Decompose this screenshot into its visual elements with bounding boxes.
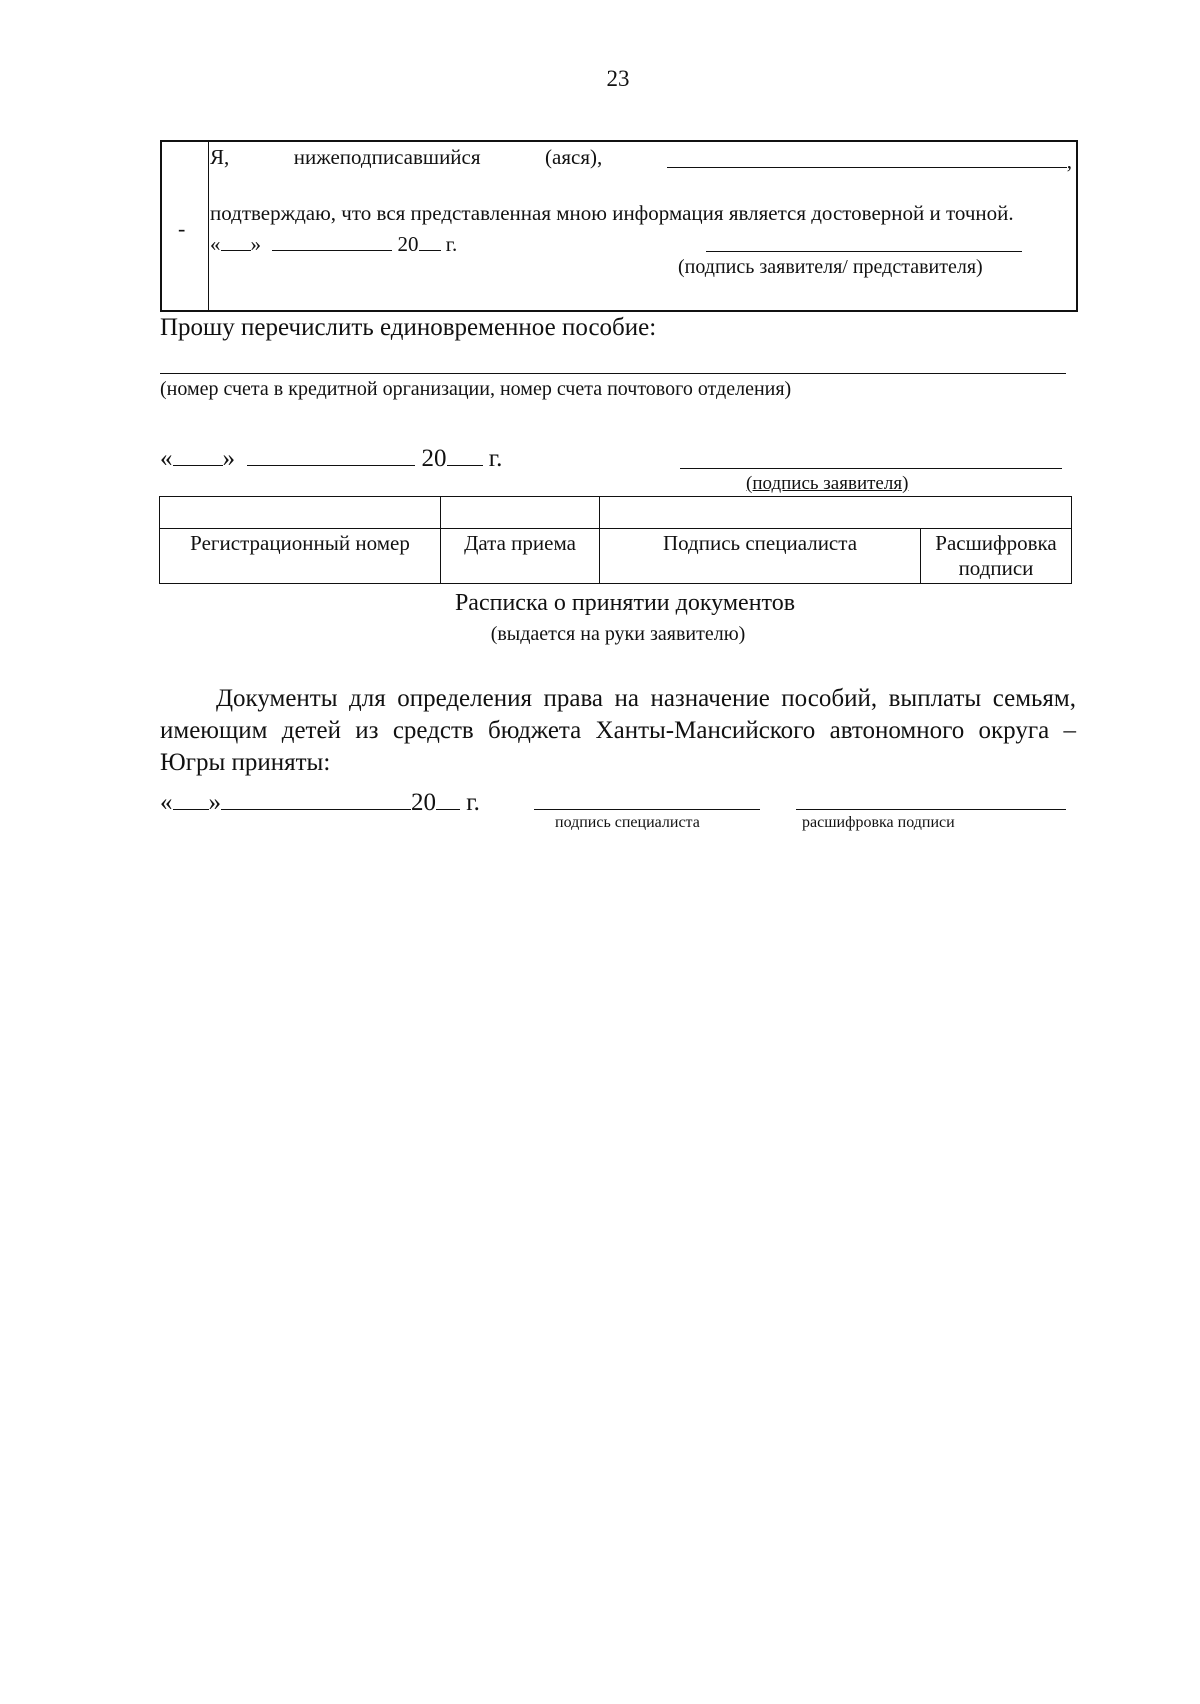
header-specialist-signature: Подпись специалиста: [600, 529, 921, 584]
signature-decoding-line[interactable]: [796, 809, 1066, 810]
receipt-body: Документы для определения права на назначение пособий, выплаты семьям, имеющим детей из средств бюджета Ханты-Мансийского автономного округа – Югры приняты:: [160, 685, 1076, 776]
receipt-date[interactable]: « » 20 г.: [160, 784, 480, 817]
request-title: Прошу перечислить единовременное пособие:: [160, 314, 657, 341]
table-cell[interactable]: [441, 497, 600, 529]
receipt-subtitle: (выдается на руки заявителю): [490, 623, 746, 645]
signature-decoding-caption: расшифровка подписи: [802, 814, 955, 831]
account-number-caption: (номер счета в кредитной организации, номер счета почтового отделения): [160, 378, 792, 400]
declaration-signature-caption: (подпись заявителя/ представителя): [678, 256, 983, 278]
applicant-signature-caption: (подпись заявителя): [746, 473, 909, 494]
table-row: [160, 497, 1072, 529]
header-registration-number: Регистрационный номер: [160, 529, 441, 584]
declaration-divider: [208, 140, 209, 310]
receipt-title: Расписка о принятии документов: [454, 590, 796, 616]
header-signature-decoding: Расшифровка подписи: [921, 529, 1072, 584]
declaration-comma: ,: [1066, 149, 1072, 173]
header-receipt-date: Дата приема: [441, 529, 600, 584]
table-cell[interactable]: [160, 497, 441, 529]
specialist-signature-caption: подпись специалиста: [555, 814, 700, 831]
declaration-signature-line[interactable]: [706, 251, 1022, 252]
declaration-word-undersigned: нижеподписавшийся: [293, 145, 481, 169]
declaration-date[interactable]: « » 20 г.: [210, 229, 457, 257]
page-number: 23: [606, 66, 630, 91]
declaration-text: подтверждаю, что вся представленная мною информация является достоверной и точной.: [210, 201, 1014, 225]
declaration-word-i: Я,: [210, 145, 230, 169]
registration-table: [159, 496, 1072, 584]
request-date[interactable]: « » 20 г.: [160, 440, 502, 473]
table-header-row: [160, 529, 1072, 584]
table-cell[interactable]: [600, 497, 1072, 529]
account-number-field[interactable]: [160, 373, 1066, 374]
applicant-signature-line[interactable]: [680, 468, 1062, 469]
declaration-marker: -: [178, 216, 186, 241]
specialist-signature-line[interactable]: [534, 809, 760, 810]
declaration-word-suffix: (аяся),: [545, 145, 603, 169]
